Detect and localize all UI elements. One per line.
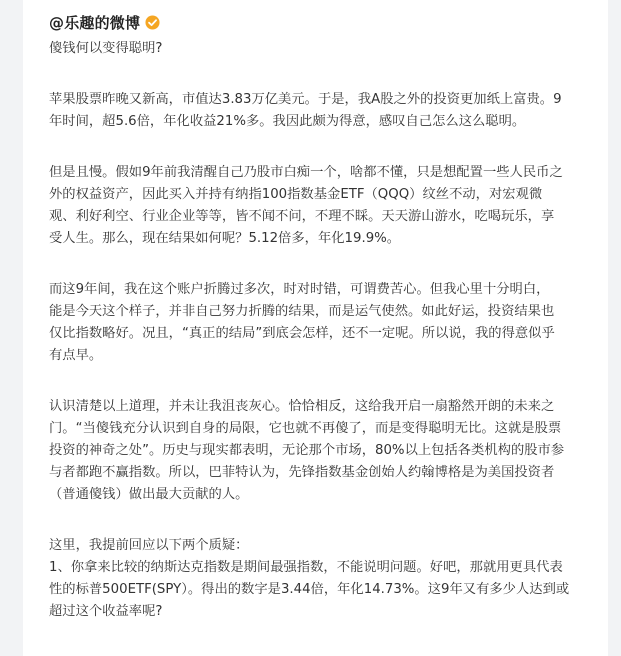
- author-name[interactable]: @乐趣的微博: [49, 13, 141, 32]
- verified-badge-icon: [145, 15, 160, 30]
- text-line: 与者都跑不赢指数。所以，巴菲特认为，先锋指数基金创始人约翰博格是为美国投资者: [49, 465, 555, 480]
- post-paragraph: [49, 89, 608, 133]
- post-paragraph: [49, 162, 608, 250]
- text-line: 而这9年间，我在这个账户折腾过多次，时对时错，可谓费苦心。但我心里十分明白，: [49, 282, 550, 297]
- text-line: 外的权益资产，因此买入并持有纳指100指数基金ETF（QQQ）纹丝不动，对宏观微: [49, 187, 543, 202]
- weibo-post-card: [23, 0, 608, 656]
- text-line: 能是今天这个样子，并非自己努力折腾的结果，而是运气使然。如此好运，投资结果也: [49, 304, 555, 319]
- text-line: 年时间，超5.6倍，年化收益21%多。我因此颇为得意，感叹自己怎么这么聪明。: [49, 114, 526, 129]
- post-paragraph: [49, 279, 608, 367]
- post-title: 傻钱何以变得聪明?: [49, 41, 163, 56]
- text-line: 投资的神奇之处”。历史与现实都表明，无论那个市场，80%以上包括各类机构的股市参: [49, 443, 565, 458]
- scrollbar-track[interactable]: [612, 0, 621, 656]
- text-line: 性的标普500ETF(SPY）。得出的数字是3.44倍，年化14.73%。这9年又有多少人达到或: [49, 582, 570, 597]
- text-line: 观、利好利空、行业企业等等，皆不闻不问，不理不睬。天天游山游水，吃喝玩乐，享: [49, 209, 555, 224]
- text-line: 苹果股票昨晚又新高，市值达3.83万亿美元。于是，我A股之外的投资更加纸上富贵。9: [49, 92, 562, 107]
- text-line: 1、你拿来比较的纳斯达克指数是期间最强指数，不能说明问题。好吧，那就用更具代表: [49, 560, 563, 575]
- text-line: 认识清楚以上道理，并未让我沮丧灰心。恰恰相反，这给我开启一扇豁然开朗的未来之: [49, 399, 555, 414]
- text-line: （普通傻钱）做出最大贡献的人。: [49, 487, 249, 502]
- post-paragraph: [49, 396, 608, 506]
- text-line: 这里，我提前回应以下两个质疑：: [49, 538, 249, 553]
- text-line: 受人生。那么，现在结果如何呢？5.12倍多，年化19.9%。: [49, 231, 401, 246]
- text-line: 仅比指数略好。况且，“真正的结局”到底会怎样，还不一定呢。所以说，我的得意似乎: [49, 326, 555, 341]
- post-header: [49, 11, 160, 33]
- post-paragraph: [49, 535, 608, 623]
- text-line: 有点早。: [49, 348, 103, 363]
- post-body: [49, 38, 608, 623]
- post-paragraph: [49, 38, 608, 60]
- text-line: 但是且慢。假如9年前我清醒自己乃股市白痴一个，啥都不懂，只是想配置一些人民币之: [49, 165, 563, 180]
- text-line: 门。“当傻钱充分认识到自身的局限，它也就不再傻了，而是变得聪明无比。这就是股票: [49, 421, 562, 436]
- text-line: 超过这个收益率呢?: [49, 604, 163, 619]
